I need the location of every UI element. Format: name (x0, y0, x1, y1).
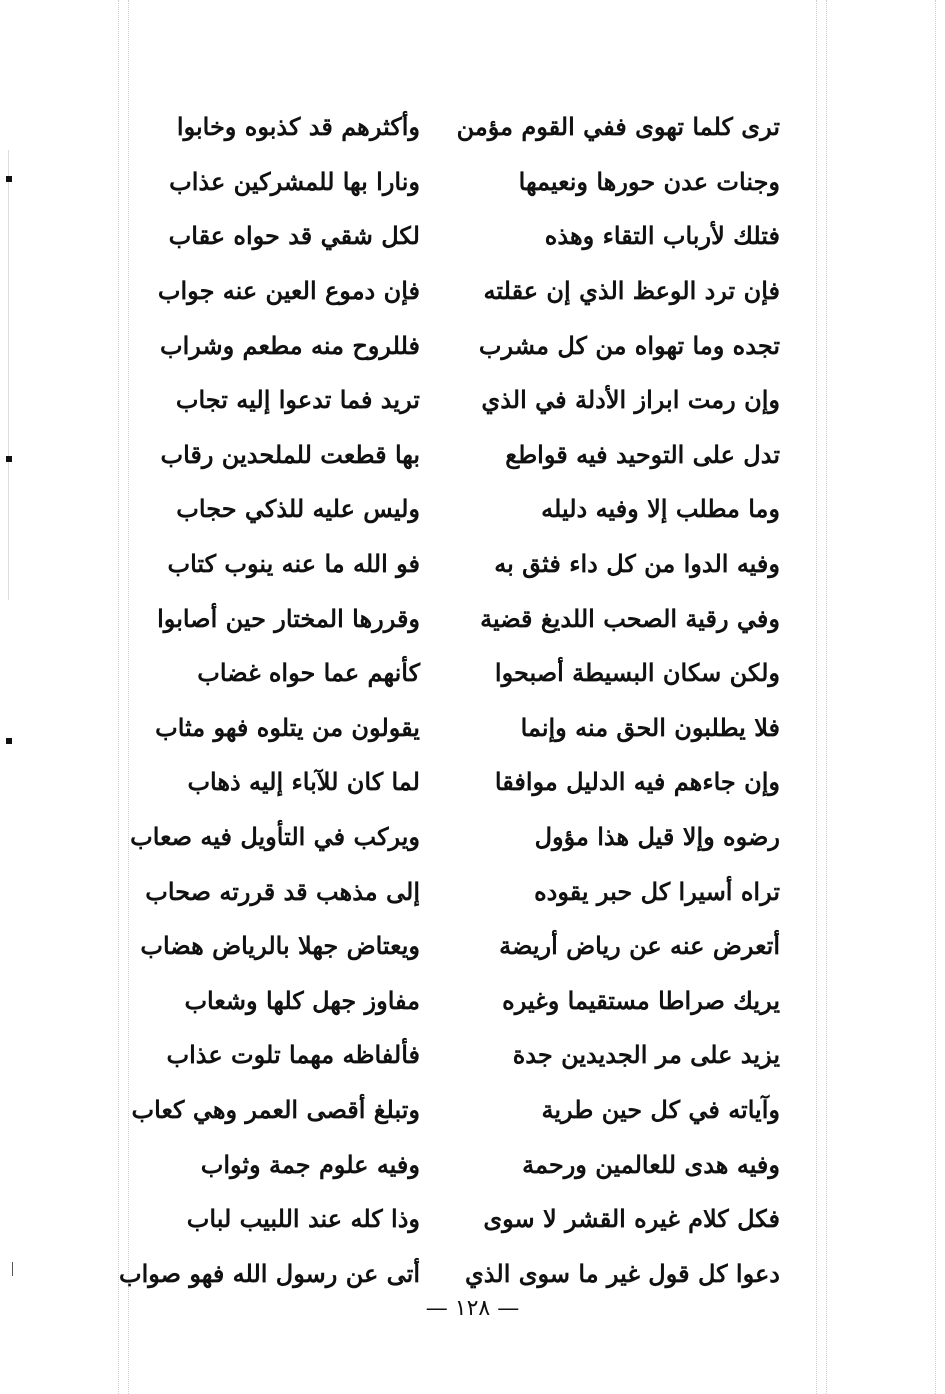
scan-guide-line (816, 0, 817, 1394)
verse-second-hemistich: لكل شقي قد حواه عقاب (168, 221, 420, 251)
verse-line (150, 373, 780, 428)
verse-first-hemistich: تجده وما تهواه من كل مشرب (478, 330, 780, 360)
verse-first-hemistich: وفيه الدوا من كل داء فثق به (494, 549, 780, 579)
verse-first-hemistich: وإن جاءهم فيه الدليل موافقا (494, 767, 780, 797)
verse-line (150, 428, 780, 483)
verse-line (150, 755, 780, 810)
verse-first-hemistich: ترى كلما تهوى ففي القوم مؤمن (456, 112, 780, 142)
scan-guide-line (826, 0, 827, 1394)
verse-second-hemistich: مفاوز جهل كلها وشعاب (184, 985, 420, 1015)
verse-second-hemistich: وفيه علوم جمة وثواب (200, 1149, 420, 1179)
verse-line (150, 701, 780, 756)
verse-line (131, 1083, 780, 1138)
verse-second-hemistich: أتى عن رسول الله فهو صواب (118, 1258, 420, 1288)
verse-line (130, 810, 780, 865)
verse-line (150, 1192, 780, 1247)
verse-first-hemistich: وإن رمت ابراز الأدلة في الذي (481, 385, 780, 415)
verse-line (150, 100, 780, 155)
verse-second-hemistich: وذا كله عند اللبيب لباب (186, 1204, 420, 1234)
verse-first-hemistich: وفي رقية الصحب اللديغ قضية (480, 603, 780, 633)
poem-body (118, 100, 780, 1301)
verse-line (150, 482, 780, 537)
scan-mark (6, 738, 12, 744)
verse-second-hemistich: بها قطعت للملحدين رقاب (160, 439, 420, 469)
page-number: — ١٢٨ — (425, 1296, 520, 1321)
verse-second-hemistich: فو الله ما عنه ينوب كتاب (167, 549, 420, 579)
verse-first-hemistich: فتلك لأرباب التقاء وهذه (544, 221, 780, 251)
verse-second-hemistich: ونارا بها للمشركين عذاب (169, 166, 420, 196)
verse-line (150, 209, 780, 264)
verse-second-hemistich: وقررها المختار حين أصابوا (157, 603, 420, 633)
verse-second-hemistich: وليس عليه للذكي حجاب (176, 494, 420, 524)
verse-second-hemistich: كأنهم عما حواه غضاب (197, 658, 420, 688)
verse-second-hemistich: إلى مذهب قد قررته صحاب (145, 876, 420, 906)
verse-line (118, 1246, 780, 1301)
verse-first-hemistich: دعوا كل قول غير ما سوى الذي (465, 1258, 780, 1288)
scan-guide-line (935, 0, 936, 1394)
verse-line (150, 591, 780, 646)
scan-tick (12, 1262, 13, 1276)
verse-second-hemistich: وأكثرهم قد كذبوه وخابوا (176, 112, 420, 142)
verse-first-hemistich: يزيد على مر الجديدين جدة (512, 1040, 780, 1070)
verse-line (145, 864, 780, 919)
verse-first-hemistich: رضوه وإلا قيل هذا مؤول (534, 822, 780, 852)
scan-mark (6, 176, 12, 182)
verse-second-hemistich: يقولون من يتلوه فهو مثاب (155, 712, 420, 742)
verse-second-hemistich: لما كان للآباء إليه ذهاب (187, 767, 420, 797)
scan-guide-line (128, 0, 129, 1394)
verse-first-hemistich: فكل كلام غيره القشر لا سوى (483, 1204, 780, 1234)
verse-first-hemistich: وآياته في كل حين طرية (541, 1094, 780, 1124)
verse-first-hemistich: أتعرض عنه عن رياض أريضة (499, 931, 780, 961)
verse-line (150, 318, 780, 373)
verse-line (150, 646, 780, 701)
verse-first-hemistich: تراه أسيرا كل حبر يقوده (534, 876, 780, 906)
verse-line (150, 155, 780, 210)
verse-line (150, 974, 780, 1029)
verse-first-hemistich: وما مطلب إلا وفيه دليله (541, 494, 780, 524)
verse-first-hemistich: يريك صراطا مستقيما وغيره (502, 985, 780, 1015)
verse-first-hemistich: فإن ترد الوعظ الذي إن عقلته (483, 276, 780, 306)
verse-second-hemistich: فإن دموع العين عنه جواب (157, 276, 420, 306)
verse-second-hemistich: وتبلغ أقصى العمر وهي كعاب (131, 1094, 420, 1124)
verse-line (150, 537, 780, 592)
verse-second-hemistich: فألفاظه مهما تلوت عذاب (166, 1040, 420, 1070)
verse-second-hemistich: ويعتاض جهلا بالرياض هضاب (140, 931, 420, 961)
scan-guide-line (118, 0, 119, 1394)
verse-second-hemistich: ويركب في التأويل فيه صعاب (130, 822, 420, 852)
scan-mark (6, 456, 12, 462)
verse-second-hemistich: فللروح منه مطعم وشراب (159, 330, 420, 360)
verse-line (150, 264, 780, 319)
verse-second-hemistich: تريد فما تدعوا إليه تجاب (175, 385, 420, 415)
verse-first-hemistich: وفيه هدى للعالمين ورحمة (522, 1149, 780, 1179)
verse-first-hemistich: تدل على التوحيد فيه قواطع (505, 439, 780, 469)
verse-line (150, 1028, 780, 1083)
scan-edge-line (8, 150, 9, 600)
verse-line (150, 1137, 780, 1192)
verse-line (140, 919, 780, 974)
verse-first-hemistich: فلا يطلبون الحق منه وإنما (520, 712, 780, 742)
verse-first-hemistich: ولكن سكان البسيطة أصبحوا (494, 658, 780, 688)
verse-first-hemistich: وجنات عدن حورها ونعيمها (518, 166, 780, 196)
